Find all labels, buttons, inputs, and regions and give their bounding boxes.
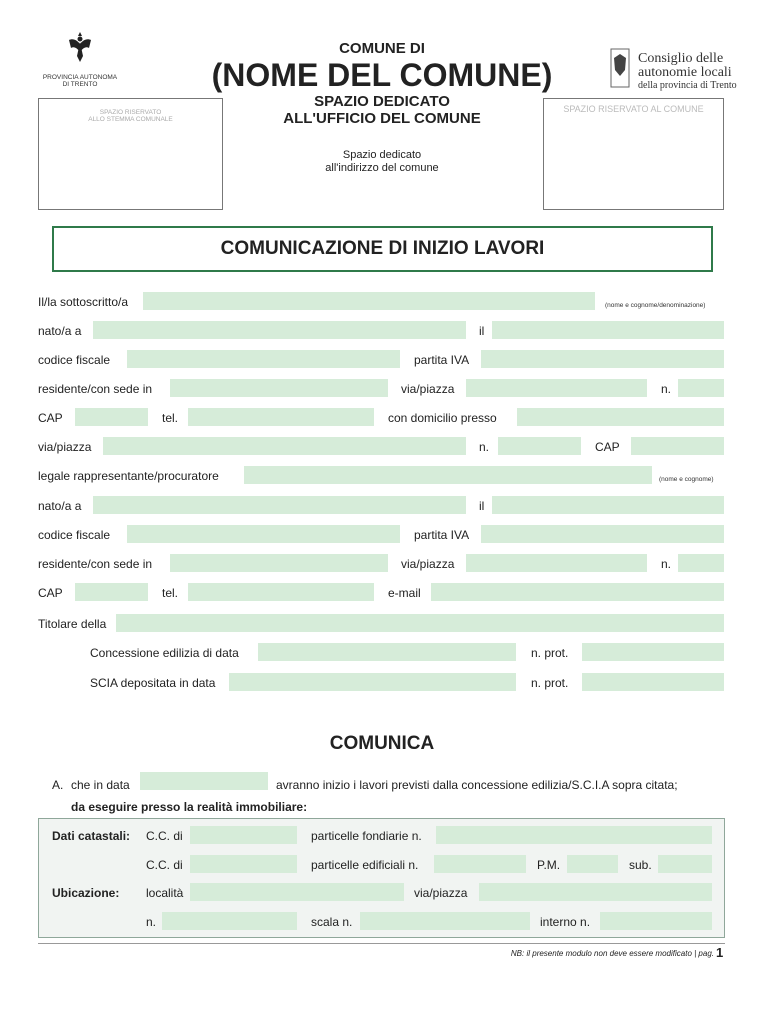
ubicazione-numero-field[interactable] [162, 912, 297, 930]
nato-a-field[interactable] [93, 321, 466, 339]
scia-prot-field[interactable] [582, 673, 724, 691]
scala-label: scala n. [311, 915, 353, 929]
provincia-name-line2: DI TRENTO [62, 81, 98, 88]
ubicazione-numero-label: n. [146, 915, 157, 929]
sub-label: sub. [629, 858, 652, 872]
nome-denominazione-note: (nome e cognome/denominazione) [605, 302, 706, 309]
interno-label: interno n. [540, 915, 591, 929]
interno-field[interactable] [600, 912, 712, 930]
domicilio-cap-label: CAP [595, 440, 620, 454]
data-inizio-field[interactable] [140, 772, 268, 790]
titolare-field[interactable] [116, 614, 724, 632]
che-in-data-label: che in data [71, 778, 130, 792]
page-number: 1 [716, 945, 724, 960]
domicilio-cap-field[interactable] [631, 437, 724, 455]
domicilio-numero-label: n. [479, 440, 490, 454]
concessione-label: Concessione edilizia di data [90, 646, 239, 660]
eagle-crest-icon [65, 30, 95, 66]
legale-rappresentante-label: legale rappresentante/procuratore [38, 469, 219, 483]
rap-cap-field[interactable] [75, 583, 148, 601]
email-field[interactable] [431, 583, 724, 601]
scia-prot-label: n. prot. [531, 676, 569, 690]
numero-label: n. [661, 382, 672, 396]
document-title: COMUNICAZIONE DI INIZIO LAVORI [220, 238, 545, 259]
point-a-label: A. [52, 778, 64, 792]
comune-di: COMUNE DI [339, 40, 425, 57]
localita-field[interactable] [190, 883, 404, 901]
rap-numero-label: n. [661, 557, 672, 571]
codice-fiscale-field[interactable] [127, 350, 400, 368]
tel-label: tel. [162, 411, 179, 425]
ubicazione-via-label: via/piazza [414, 886, 468, 900]
domicilio-numero-field[interactable] [498, 437, 581, 455]
rap-data-nascita-field[interactable] [492, 496, 724, 514]
rap-residente-field[interactable] [170, 554, 388, 572]
riservato-comune-label: SPAZIO RISERVATO AL COMUNE [563, 104, 704, 114]
numero-field[interactable] [678, 379, 724, 397]
rap-tel-field[interactable] [188, 583, 374, 601]
comunica-heading: COMUNICA [329, 733, 435, 754]
particelle-fondiarie-field[interactable] [436, 826, 712, 844]
particelle-edificiali-field[interactable] [434, 855, 526, 873]
partita-iva-field[interactable] [481, 350, 724, 368]
riservato-comune-box [543, 98, 724, 210]
residente-field[interactable] [170, 379, 388, 397]
document-title-box [52, 226, 713, 272]
indirizzo-line2: all'indirizzo del comune [325, 162, 439, 174]
sottoscritto-field[interactable] [143, 292, 595, 310]
rap-numero-field[interactable] [678, 554, 724, 572]
cal-crest-icon [610, 48, 630, 88]
nome-cognome-note: (nome e cognome) [659, 476, 714, 483]
rap-cap-label: CAP [38, 586, 63, 600]
via-piazza-field[interactable] [466, 379, 647, 397]
partita-iva-label: partita IVA [414, 353, 470, 367]
titolare-label: Titolare della [38, 617, 107, 631]
rap-codice-fiscale-field[interactable] [127, 525, 400, 543]
rap-via-piazza-label: via/piazza [401, 557, 455, 571]
domicilio-field[interactable] [517, 408, 724, 426]
stemma-box-line2: ALLO STEMMA COMUNALE [88, 116, 173, 123]
domicilio-via-field[interactable] [103, 437, 466, 455]
cc-di-2-label: C.C. di [146, 858, 183, 872]
rap-codice-fiscale-label: codice fiscale [38, 528, 111, 542]
cal-logo-line2: autonomie locali [638, 65, 732, 80]
pm-label: P.M. [537, 858, 561, 872]
cal-logo-line1: Consiglio delle [638, 51, 724, 66]
concessione-data-field[interactable] [258, 643, 516, 661]
legale-rappresentante-field[interactable] [244, 466, 652, 484]
il-label: il [479, 324, 485, 338]
rap-via-piazza-field[interactable] [466, 554, 647, 572]
rap-residente-label: residente/con sede in [38, 557, 153, 571]
cap-field[interactable] [75, 408, 148, 426]
dati-catastali-label: Dati catastali: [52, 829, 131, 843]
scia-label: SCIA depositata in data [90, 676, 216, 690]
scala-field[interactable] [360, 912, 530, 930]
provincia-logo [40, 30, 120, 92]
nome-comune: (NOME DEL COMUNE) [211, 57, 553, 93]
rap-nato-a-field[interactable] [93, 496, 466, 514]
tel-field[interactable] [188, 408, 374, 426]
rap-tel-label: tel. [162, 586, 179, 600]
provincia-name-line1: PROVINCIA AUTONOMA [42, 74, 118, 81]
scia-data-field[interactable] [229, 673, 516, 691]
rap-partita-iva-field[interactable] [481, 525, 724, 543]
avranno-inizio-text: avranno inizio i lavori previsti dalla concessione edilizia/S.C.I.A sopra citata; [276, 778, 678, 792]
cap-label: CAP [38, 411, 63, 425]
rap-il-label: il [479, 499, 485, 513]
stemma-box [38, 98, 223, 210]
domicilio-via-label: via/piazza [38, 440, 92, 454]
localita-label: località [146, 886, 184, 900]
cc-di-2-field[interactable] [190, 855, 297, 873]
ubicazione-via-field[interactable] [479, 883, 712, 901]
rap-partita-iva-label: partita IVA [414, 528, 470, 542]
footer-note: NB: il presente modulo non deve essere modificato | pag. [510, 949, 714, 958]
residente-label: residente/con sede in [38, 382, 153, 396]
cal-logo-line3: della provincia di Trento [638, 80, 737, 91]
indirizzo-line1: Spazio dedicato [342, 149, 422, 161]
cc-di-label: C.C. di [146, 829, 183, 843]
data-nascita-field[interactable] [492, 321, 724, 339]
spazio-dedicato-line2: ALL'UFFICIO DEL COMUNE [283, 110, 481, 127]
domicilio-label: con domicilio presso [388, 411, 497, 425]
concessione-prot-field[interactable] [582, 643, 724, 661]
sub-field[interactable] [658, 855, 712, 873]
cal-logo [610, 48, 737, 92]
sottoscritto-label: Il/la sottoscritto/a [38, 295, 129, 309]
codice-fiscale-label: codice fiscale [38, 353, 111, 367]
cc-di-field[interactable] [190, 826, 297, 844]
spazio-dedicato-line1: SPAZIO DEDICATO [314, 93, 450, 110]
pm-field[interactable] [567, 855, 618, 873]
particelle-edificiali-label: particelle edificiali n. [311, 858, 419, 872]
stemma-box-line1: SPAZIO RISERVATO [99, 109, 162, 116]
da-eseguire-text: da eseguire presso la realità immobiliare: [71, 800, 308, 814]
ubicazione-label: Ubicazione: [52, 886, 120, 900]
nato-a-label: nato/a a [38, 324, 82, 338]
particelle-fondiarie-label: particelle fondiarie n. [311, 829, 422, 843]
via-piazza-label: via/piazza [401, 382, 455, 396]
concessione-prot-label: n. prot. [531, 646, 569, 660]
email-label: e-mail [388, 586, 421, 600]
footer-divider [38, 943, 725, 944]
rap-nato-a-label: nato/a a [38, 499, 82, 513]
